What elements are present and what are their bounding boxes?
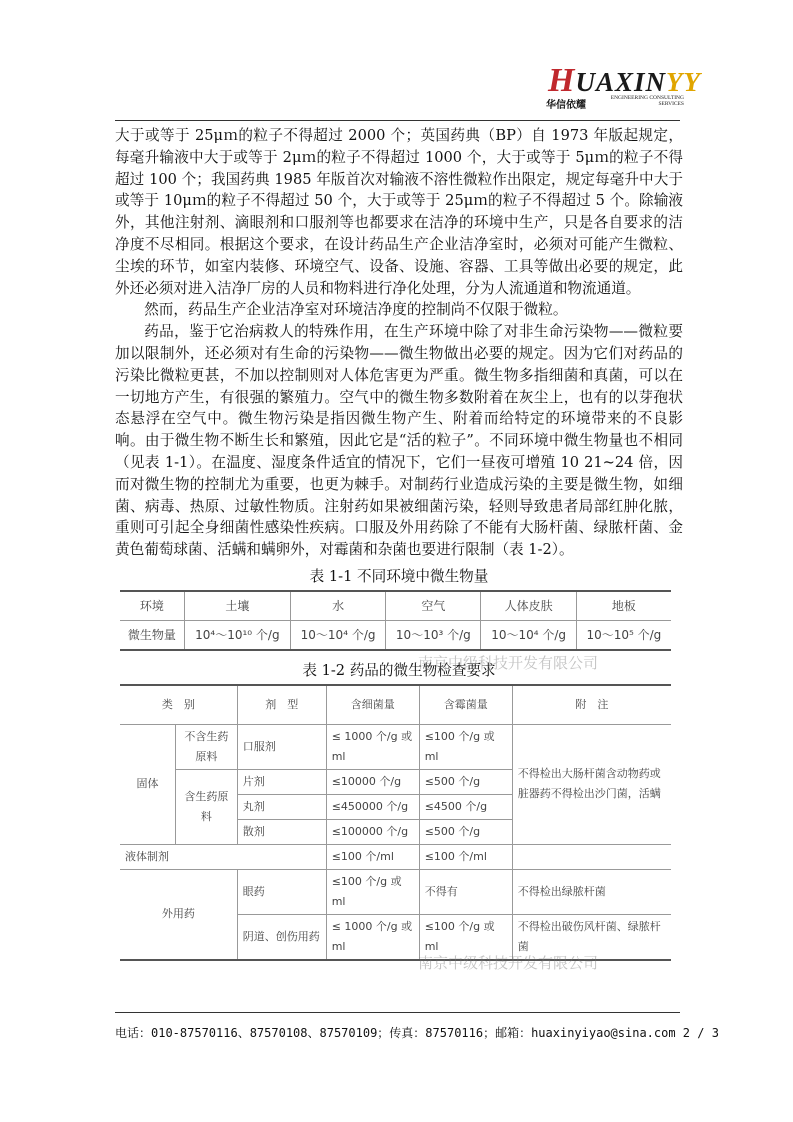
table-cell: 10～10³ 个/g xyxy=(386,620,481,650)
table-cell: ≤ 1000 个/g 或 ml xyxy=(326,724,419,769)
logo-tagline: ENGINEERING CONSULTING SERVICES xyxy=(610,95,684,107)
table-cell: 口服剂 xyxy=(237,724,326,769)
watermark: 南京中级科技开发有限公司 xyxy=(418,654,599,672)
table-row xyxy=(120,869,671,914)
footer-divider xyxy=(115,1012,680,1013)
table-cell: 固体 xyxy=(120,724,176,844)
table-cell: 10～10⁴ 个/g xyxy=(290,620,385,650)
watermark: 南京中级科技开发有限公司 xyxy=(418,954,599,972)
logo-wordmark: HUAXINYY xyxy=(548,62,701,99)
table-cell: ≤500 个/g xyxy=(419,769,512,794)
table-cell: 片剂 xyxy=(237,769,326,794)
table-row xyxy=(120,620,671,650)
table-cell: 不得检出破伤风杆菌、绿脓杆菌 xyxy=(512,914,671,960)
paragraph: 然而，药品生产企业洁净室对环境洁净度的控制尚不仅限于微粒。 xyxy=(144,301,568,319)
table-header-cell: 含细菌量 xyxy=(326,685,419,725)
table-cell xyxy=(512,844,671,869)
table-header-cell: 含霉菌量 xyxy=(419,685,512,725)
table-cell: 丸剂 xyxy=(237,794,326,819)
company-logo xyxy=(540,62,701,111)
table1-caption: 表 1-1 不同环境中微生物量 xyxy=(309,567,489,585)
table-header-row xyxy=(120,591,671,621)
table-cell: ≤450000 个/g xyxy=(326,794,419,819)
table-cell: 眼药 xyxy=(237,869,326,914)
table-cell: 10～10⁴ 个/g xyxy=(481,620,576,650)
table-header-cell: 土壤 xyxy=(184,591,290,621)
table-row xyxy=(120,844,671,869)
table-header-row xyxy=(120,685,671,725)
table-cell: 不得有 xyxy=(419,869,512,914)
table-cell: ≤4500 个/g xyxy=(419,794,512,819)
table-cell: 阴道、创伤用药 xyxy=(237,914,326,960)
paragraph: 大于或等于 25μｍ的粒子不得超过 2000 个；英国药典（BP）自 1973 年版起规定，每毫升输液中大于或等于 2μｍ的粒子不得超过 1000 个，大于或等于 5μｍ的粒子不得超过 100 个；我国药典 1985 年版首次对输液不溶性微粒作出限定，规定每毫升中大于或等于 10μｍ的粒子不得超过 50 个，大于或等于 25μｍ的粒子不得超过 5 个。除输液外，其他注射剂、滴眼剂和口服剂等也都要求在洁净的环境中生产，只是各自要求的洁净度不尽相同。根据这个要求，在设计药品生产企业洁净室时，必须对可能产生微粒、尘埃的环节，如室内装修、环境空气、设备、设施、容器、工具等做出必要的规定，此外还必须对进入洁净厂房的人员和物料进行净化处理，分为人流通道和物流通道。 xyxy=(115,127,683,297)
table-header-cell: 类 别 xyxy=(120,685,237,725)
table-header-cell: 人体皮肤 xyxy=(481,591,576,621)
header-divider xyxy=(115,120,680,121)
table-cell: ≤100 个/g 或 ml xyxy=(419,724,512,769)
table-cell: 液体制剂 xyxy=(120,844,326,869)
table-cell: ≤ 1000 个/g 或 ml xyxy=(326,914,419,960)
table-cell: 散剂 xyxy=(237,819,326,844)
table-cell: 10～10⁵ 个/g xyxy=(576,620,671,650)
document-body xyxy=(115,125,683,961)
table-cell: ≤100 个/ml xyxy=(419,844,512,869)
table-header-cell: 空气 xyxy=(386,591,481,621)
logo-chinese-name: 华信依耀 xyxy=(546,100,586,111)
footer-contact: 电话：010-87570116、87570108、87570109；传真：87570116；邮箱：huaxinyiyao@sina.com 2 / 3 xyxy=(115,1026,719,1040)
table-header-cell: 地板 xyxy=(576,591,671,621)
paragraph: 药品，鉴于它治病救人的特殊作用，在生产环境中除了对非生命污染物——微粒要加以限制外，还必须对有生命的污染物——微生物做出必要的规定。因为它们对药品的污染比微粒更甚，不加以控制则对人体危害更为严重。微生物多指细菌和真菌，可以在一切地方产生，有很强的繁殖力。空气中的微生物多数附着在灰尘上，也有的以芽孢状态悬浮在空气中。微生物污染是指因微生物产生、附着而给特定的环境带来的不良影响。由于微生物不断生长和繁殖，因此它是“活的粒子”。不同环境中微生物量也不相同（见表 1-1）。在温度、湿度条件适宜的情况下，它们一昼夜可增殖 10 21~24 倍，因而对微生物的控制尤为重要，也更为棘手。对制药行业造成污染的主要是微生物，如细菌、病毒、热原、过敏性物质。注射药如果被细菌污染，轻则导致患者局部红肿化脓，重则可引起全身细菌性感染性疾病。口服及外用药除了不能有大肠杆菌、绿脓杆菌、金黄色葡萄球菌、活螨和螨卵外，对霉菌和杂菌也要进行限制（表 1-2）。 xyxy=(115,323,683,559)
table-header-cell: 附 注 xyxy=(512,685,671,725)
table-cell: 微生物量 xyxy=(120,620,184,650)
table-row xyxy=(120,724,671,769)
table-cell: ≤100 个/g 或 ml xyxy=(326,869,419,914)
table-cell: 外用药 xyxy=(120,869,237,960)
table-cell: ≤100000 个/g xyxy=(326,819,419,844)
table-cell: ≤100 个/g 或 ml xyxy=(419,914,512,960)
table-cell: 不得检出绿脓杆菌 xyxy=(512,869,671,914)
table-cell: 含生药原料 xyxy=(176,769,238,844)
table-microbe-by-environment xyxy=(120,590,671,651)
table-drug-microbe-requirements xyxy=(120,684,671,961)
table-cell: 不含生药原料 xyxy=(176,724,238,769)
table-cell: ≤10000 个/g xyxy=(326,769,419,794)
table-header-cell: 剂 型 xyxy=(237,685,326,725)
table-header-cell: 水 xyxy=(290,591,385,621)
table-cell: ≤500 个/g xyxy=(419,819,512,844)
table-cell: 不得检出大肠杆菌含动物药或脏器药不得检出沙门菌，活螨 xyxy=(512,724,671,844)
table-cell: 10⁴～10¹⁰ 个/g xyxy=(184,620,290,650)
table2-caption: 表 1-2 药品的微生物检查要求 xyxy=(302,661,496,679)
table-header-cell: 环境 xyxy=(139,599,164,614)
table-cell: ≤100 个/ml xyxy=(326,844,419,869)
